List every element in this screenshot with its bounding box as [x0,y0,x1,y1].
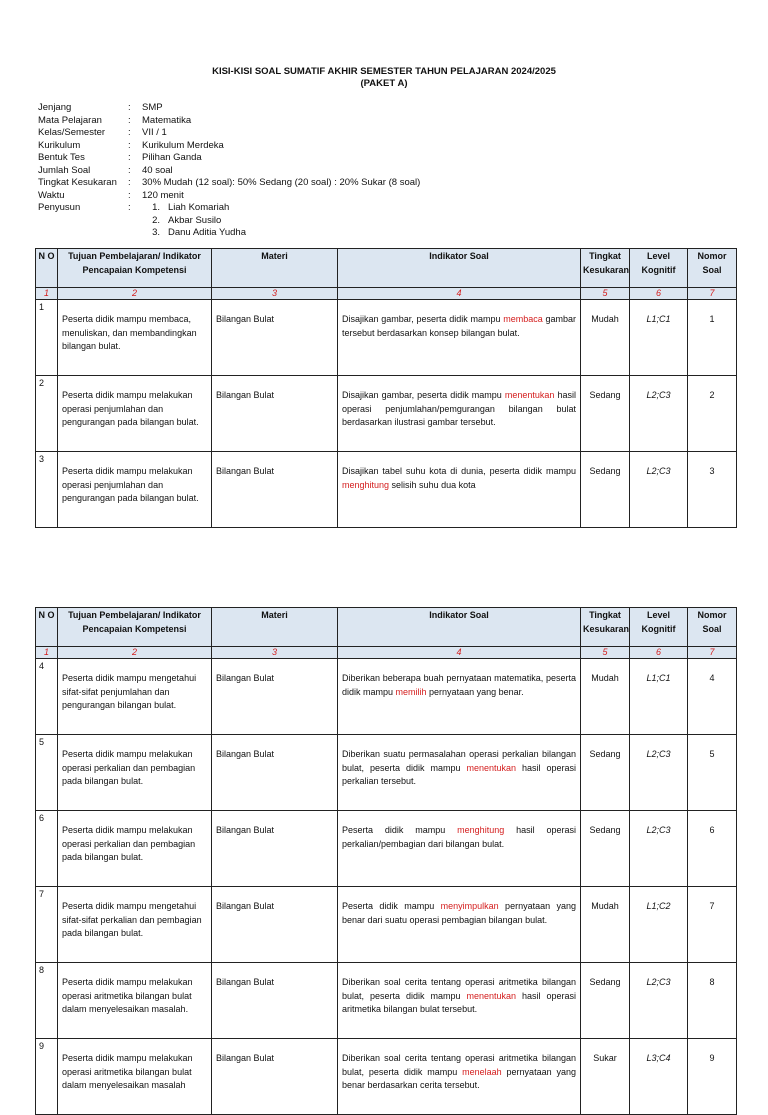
header-nomor: Nomor Soal [688,608,737,647]
indikator-text: Disajikan gambar, peserta didik mampu [342,390,505,400]
cell-level: L2;C3 [630,963,688,1039]
indikator-text: pernyataan yang benar dari suatu operasi pembagian bilangan bulat. [342,901,576,925]
author-list [142,202,246,240]
column-number: 5 [581,647,630,659]
column-number: 4 [338,288,581,300]
info-value: 30% Mudah (12 soal): 50% Sedang (20 soal) : 20% Sukar (8 soal) [142,177,421,188]
column-number: 2 [58,647,212,659]
cell-indikator [338,887,581,963]
table-row [36,1039,737,1115]
info-row-jumlah-soal [38,165,420,178]
info-key: Mata Pelajaran [38,114,102,126]
indikator-text: hasil operasi penjumlahan/pemgurangan bilangan bulat berdasarkan ilustrasi gambar tersebut. [342,390,576,427]
cell-tingkat: Sedang [581,376,630,452]
info-key: Tingkat Kesukaran [38,177,117,188]
header-indikator: Indikator Soal [338,608,581,647]
cell-materi: Bilangan Bulat [212,811,338,887]
indikator-text: Diberikan soal cerita tentang operasi aritmetika bilangan bulat, peserta didik mampu [342,977,576,1001]
author-item [142,215,246,228]
info-row-mapel [38,115,420,128]
cell-indikator [338,811,581,887]
table-row [36,452,737,528]
cell-materi: Bilangan Bulat [212,376,338,452]
table-row [36,659,737,735]
indikator-text: gambar tersebut berdasarkan konsep bilangan bulat. [342,314,576,338]
header-materi: Materi [212,249,338,288]
cell-tingkat: Sedang [581,811,630,887]
info-value: VII / 1 [142,127,167,138]
cell-no: 3 [36,452,58,528]
cell-tingkat: Sedang [581,963,630,1039]
cell-nomor: 7 [688,887,737,963]
cell-indikator [338,1039,581,1115]
info-key: Jumlah Soal [38,164,91,176]
info-key: Bentuk Tes [38,152,85,163]
info-key: Penyusun [38,202,81,213]
column-number: 4 [338,647,581,659]
table-row [36,376,737,452]
cell-tingkat: Sedang [581,452,630,528]
cell-indikator [338,452,581,528]
cell-indikator [338,659,581,735]
indikator-text: Disajikan gambar, peserta didik mampu [342,314,504,324]
cell-no: 9 [36,1039,58,1115]
document-title [0,66,768,90]
indikator-text: hasil operasi perkalian/pembagian dari bilangan bulat. [342,825,576,849]
cell-level: L1;C1 [630,300,688,376]
info-row-jenjang [38,102,420,115]
author-name: Liah Komariah [168,202,230,213]
table-header-row [36,249,737,288]
table-row [36,300,737,376]
cell-nomor: 1 [688,300,737,376]
column-number-row [36,288,737,300]
cell-tujuan: Peserta didik mampu melakukan operasi perkalian dan pembagian pada bilangan bulat. [58,735,212,811]
title-line-1: KISI-KISI SOAL SUMATIF AKHIR SEMESTER TAHUN PELAJARAN 2024/2025 [212,66,556,77]
cell-level: L1;C1 [630,659,688,735]
column-number: 6 [630,647,688,659]
indikator-keyword: memilih [395,686,427,697]
cell-no: 5 [36,735,58,811]
cell-tingkat: Mudah [581,659,630,735]
cell-nomor: 8 [688,963,737,1039]
cell-tujuan: Peserta didik mampu mengetahui sifat-sifat penjumlahan dan pengurangan bilangan bulat. [58,659,212,735]
header-tujuan: Tujuan Pembelajaran/ Indikator Pencapaian Kompetensi [58,249,212,288]
indikator-text: Diberikan soal cerita tentang operasi aritmetika bilangan bulat, peserta didik mampu [342,1053,576,1077]
cell-materi: Bilangan Bulat [212,963,338,1039]
cell-indikator [338,300,581,376]
info-block [38,102,420,240]
column-number: 6 [630,288,688,300]
cell-materi: Bilangan Bulat [212,659,338,735]
cell-nomor: 9 [688,1039,737,1115]
cell-materi: Bilangan Bulat [212,1039,338,1115]
info-key: Waktu [38,189,65,201]
header-no: N O [36,608,58,647]
info-colon: : [128,139,131,151]
info-row-bentuk-tes [38,152,420,165]
info-row-tingkat-kesukaran [38,177,420,190]
cell-tujuan: Peserta didik mampu membaca, menuliskan, dan membandingkan bilangan bulat. [58,300,212,376]
indikator-keyword: menghitung [457,825,505,835]
cell-no: 6 [36,811,58,887]
kisi-kisi-table-1 [35,248,737,528]
info-colon: : [128,177,131,188]
cell-tingkat: Sukar [581,1039,630,1115]
header-indikator: Indikator Soal [338,249,581,288]
indikator-keyword: menghitung [342,479,390,490]
column-number: 2 [58,288,212,300]
table-row [36,887,737,963]
author-number: 2. [152,214,160,226]
indikator-text: Disajikan tabel suhu kota di dunia, peserta didik mampu [342,466,576,476]
column-number: 7 [688,288,737,300]
cell-no: 8 [36,963,58,1039]
info-colon: : [128,114,131,126]
cell-tingkat: Mudah [581,887,630,963]
info-value: 40 soal [142,164,173,176]
author-item [142,227,246,240]
cell-nomor: 2 [688,376,737,452]
indikator-text: pernyataan yang benar. [426,686,524,697]
info-value: Pilihan Ganda [142,152,202,163]
info-colon: : [128,202,131,213]
header-level: Level Kognitif [630,249,688,288]
cell-materi: Bilangan Bulat [212,300,338,376]
column-number: 1 [36,647,58,659]
column-number: 7 [688,647,737,659]
header-tingkat: Tingkat Kesukaran [581,249,630,288]
author-item [142,202,246,215]
cell-level: L3;C4 [630,1039,688,1115]
author-name: Akbar Susilo [168,214,222,226]
header-no: N O [36,249,58,288]
indikator-text: hasil operasi aritmetika bilangan bulat tersebut. [342,990,576,1014]
author-number: 1. [152,202,160,213]
header-tujuan: Tujuan Pembelajaran/ Indikator Pencapaian Kompetensi [58,608,212,647]
indikator-keyword: menentukan [466,762,517,773]
info-colon: : [128,164,131,176]
indikator-text: hasil operasi perkalian tersebut. [342,762,576,786]
info-row-waktu [38,190,420,203]
header-level: Level Kognitif [630,608,688,647]
info-colon: : [128,127,131,138]
column-number: 3 [212,288,338,300]
cell-tujuan: Peserta didik mampu melakukan operasi perkalian dan pembagian pada bilangan bulat. [58,811,212,887]
cell-materi: Bilangan Bulat [212,452,338,528]
cell-nomor: 3 [688,452,737,528]
indikator-text: Diberikan beberapa buah pernyataan matematika, peserta didik mampu [342,673,576,697]
info-colon: : [128,102,131,113]
cell-level: L2;C3 [630,452,688,528]
cell-nomor: 6 [688,811,737,887]
kisi-kisi-table-2 [35,607,737,1115]
indikator-text: Diberikan suatu permasalahan operasi perkalian bilangan bulat, peserta didik mampu [342,749,576,773]
info-value: Matematika [142,114,192,126]
info-row-penyusun [38,202,420,240]
cell-tujuan: Peserta didik mampu melakukan operasi penjumlahan dan pengurangan pada bilangan bulat. [58,452,212,528]
cell-nomor: 5 [688,735,737,811]
cell-level: L2;C3 [630,811,688,887]
table-row [36,735,737,811]
column-number: 3 [212,647,338,659]
info-row-kurikulum [38,140,420,153]
cell-no: 1 [36,300,58,376]
cell-nomor: 4 [688,659,737,735]
cell-tujuan: Peserta didik mampu melakukan operasi aritmetika bilangan bulat dalam menyelesaikan masalah [58,1039,212,1115]
cell-materi: Bilangan Bulat [212,735,338,811]
info-colon: : [128,189,131,201]
info-value: SMP [142,102,163,113]
table-row [36,811,737,887]
cell-level: L2;C3 [630,735,688,811]
cell-level: L1;C2 [630,887,688,963]
info-value: 120 menit [142,189,184,201]
cell-indikator [338,735,581,811]
info-key: Kelas/Semester [38,127,106,138]
cell-tingkat: Mudah [581,300,630,376]
cell-tujuan: Peserta didik mampu melakukan operasi penjumlahan dan pengurangan pada bilangan bulat. [58,376,212,452]
indikator-text: selisih suhu dua kota [389,479,476,490]
cell-tingkat: Sedang [581,735,630,811]
cell-materi: Bilangan Bulat [212,887,338,963]
column-number: 1 [36,288,58,300]
info-colon: : [128,152,131,163]
info-value: Kurikulum Merdeka [142,139,224,151]
cell-no: 7 [36,887,58,963]
table-header-row [36,608,737,647]
author-number: 3. [152,227,160,238]
cell-level: L2;C3 [630,376,688,452]
header-nomor: Nomor Soal [688,249,737,288]
indikator-keyword: menentukan [504,390,555,400]
header-tingkat: Tingkat Kesukaran [581,608,630,647]
table-row [36,963,737,1039]
column-number: 5 [581,288,630,300]
indikator-keyword: menyimpulkan [440,901,499,911]
cell-no: 2 [36,376,58,452]
info-row-kelas [38,127,420,140]
cell-tujuan: Peserta didik mampu melakukan operasi aritmetika bilangan bulat dalam menyelesaikan masalah. [58,963,212,1039]
cell-indikator [338,376,581,452]
title-line-2: (PAKET A) [360,78,408,89]
indikator-keyword: menelaah [462,1066,502,1077]
info-key: Jenjang [38,102,72,113]
indikator-text: Peserta didik mampu [342,901,441,911]
header-materi: Materi [212,608,338,647]
indikator-keyword: menentukan [466,990,517,1001]
info-key: Kurikulum [38,139,81,151]
indikator-text: pernyataan yang benar berdasarkan cerita tersebut. [342,1066,576,1090]
indikator-keyword: membaca [503,314,543,324]
cell-indikator [338,963,581,1039]
cell-no: 4 [36,659,58,735]
indikator-text: Peserta didik mampu [342,825,458,835]
cell-tujuan: Peserta didik mampu mengetahui sifat-sifat perkalian dan pembagian pada bilangan bulat. [58,887,212,963]
column-number-row [36,647,737,659]
author-name: Danu Aditia Yudha [168,227,247,238]
